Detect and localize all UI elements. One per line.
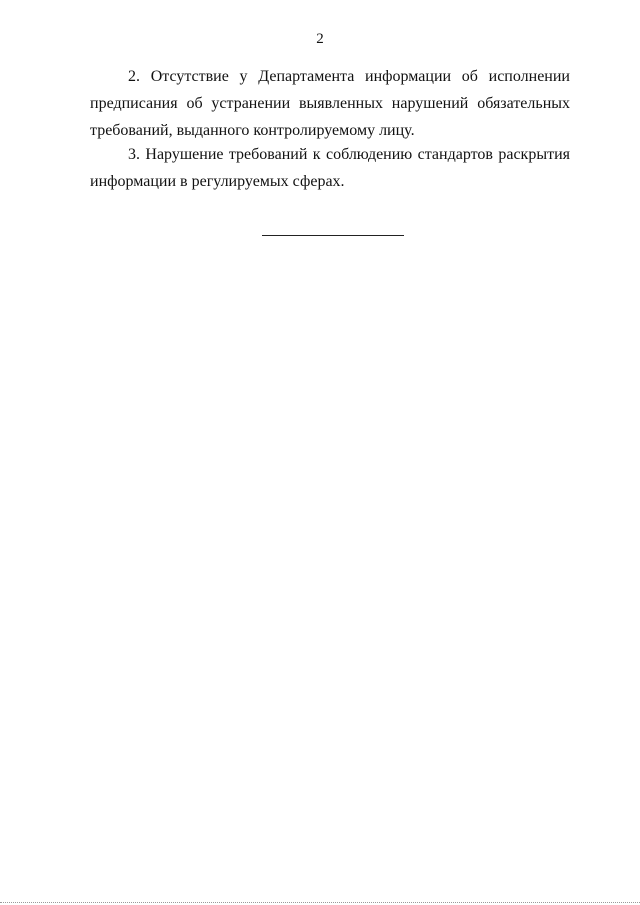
paragraph-item-3 [90, 141, 570, 195]
paragraph-line: 2. Отсутствие у Департамента информации об исполнении [128, 68, 570, 85]
paragraph-line: информации в регулируемых сферах. [90, 173, 345, 190]
page-number: 2 [316, 31, 324, 47]
scan-bottom-edge [0, 902, 640, 903]
paragraph-item-2 [90, 63, 570, 144]
paragraph-line: требований, выданного контролируемому лицу. [90, 122, 415, 139]
paragraph-line: предписания об устранении выявленных нарушений обязательных [90, 95, 570, 112]
paragraph-line: 3. Нарушение требований к соблюдению стандартов раскрытия [128, 146, 570, 163]
end-separator-line [262, 235, 404, 236]
